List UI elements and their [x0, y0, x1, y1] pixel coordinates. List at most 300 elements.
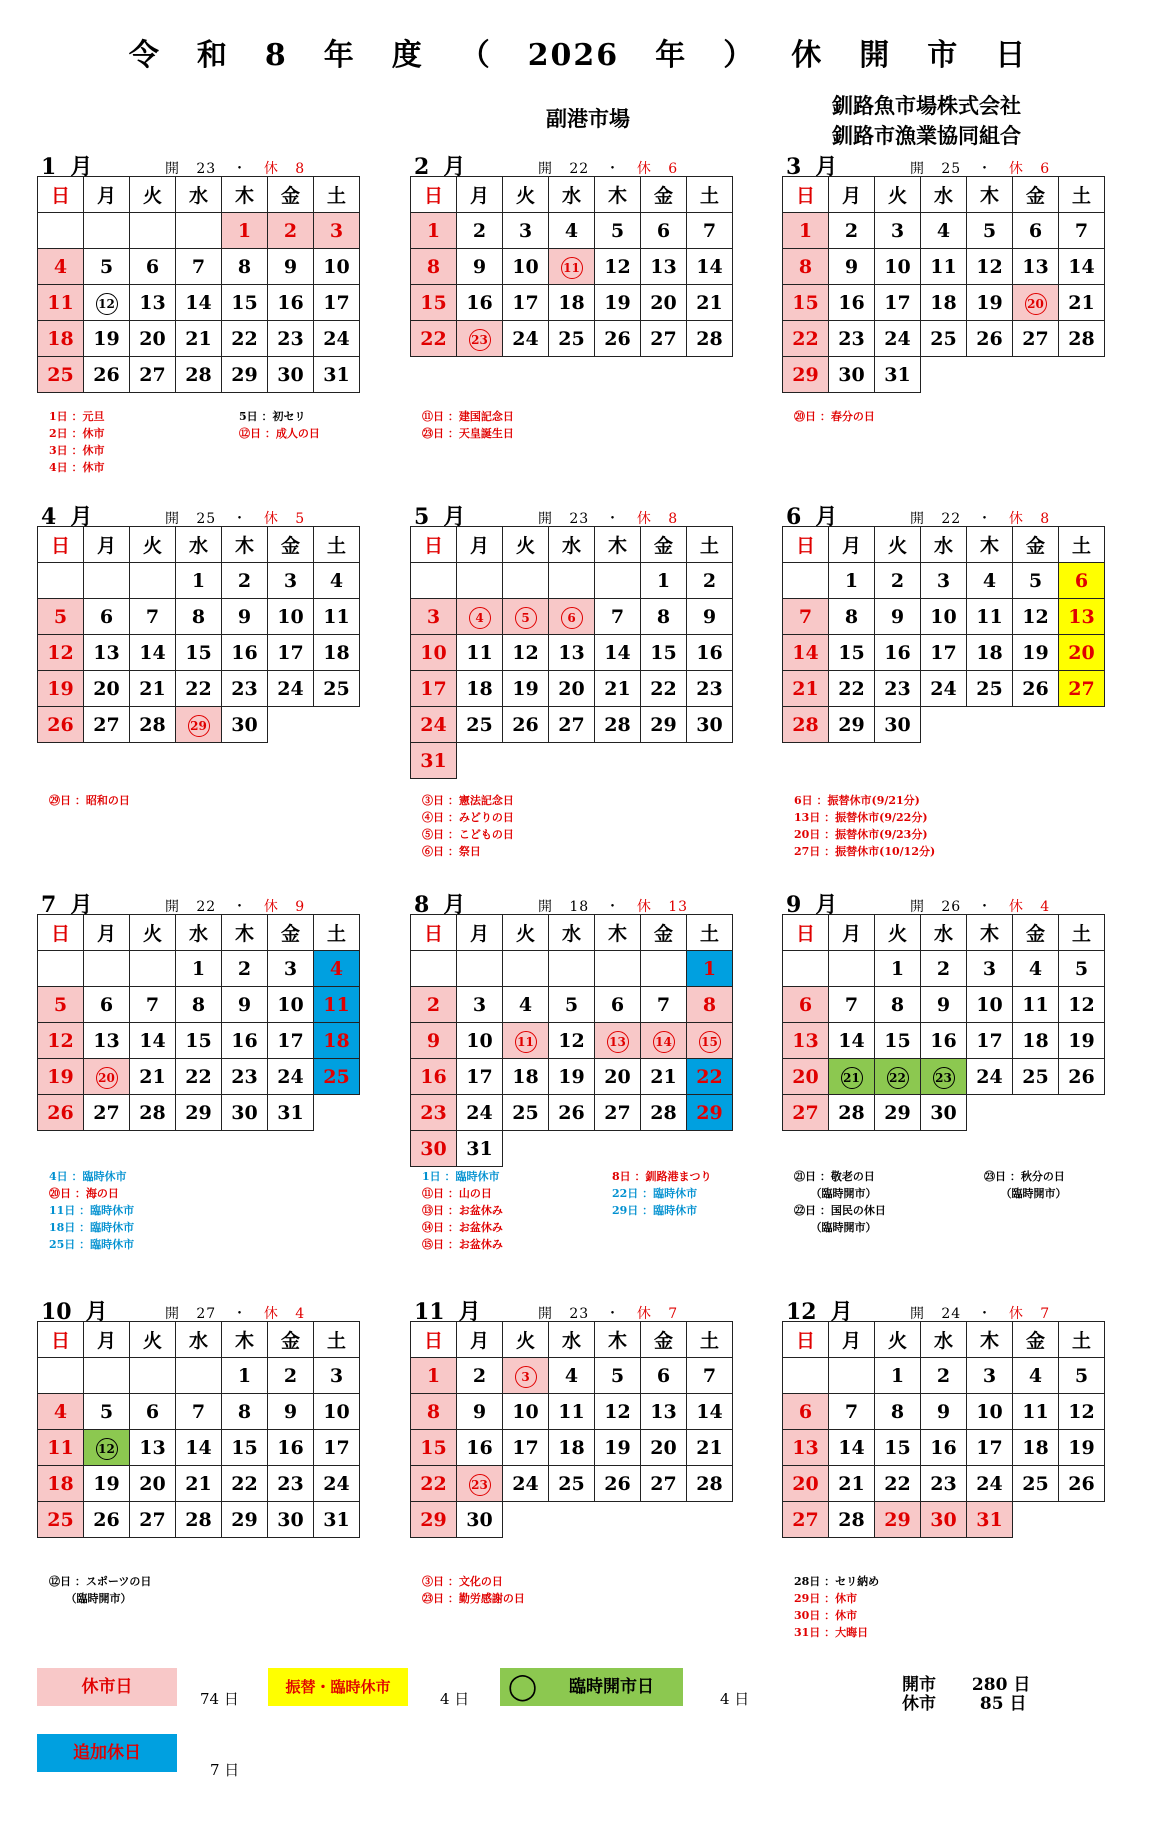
- day-cell: 4: [38, 1394, 84, 1430]
- day-cell: 29: [783, 357, 829, 393]
- open-count: 27: [196, 1306, 217, 1322]
- day-cell: 26: [503, 707, 549, 743]
- month-number: 5: [414, 504, 430, 530]
- day-cell: 2: [921, 1358, 967, 1394]
- day-cell: [84, 1430, 130, 1466]
- weekday-header: 月: [829, 1322, 875, 1358]
- day-cell: 24: [411, 707, 457, 743]
- month-header: [410, 500, 740, 530]
- month-notes: [422, 1168, 503, 1253]
- day-cell: 28: [829, 1502, 875, 1538]
- closed-label: 休: [636, 899, 652, 915]
- weekday-header: 木: [222, 527, 268, 563]
- day-cell: 25: [38, 1502, 84, 1538]
- empty-cell: [503, 563, 549, 599]
- note-line: （臨時開市）: [984, 1187, 1067, 1200]
- day-cell: 4: [921, 213, 967, 249]
- day-cell: 11: [1013, 987, 1059, 1023]
- day-cell: 14: [1059, 249, 1105, 285]
- page-title: [0, 30, 1156, 74]
- open-count: 22: [941, 511, 962, 527]
- day-cell: 23: [829, 321, 875, 357]
- day-cell: 26: [38, 1095, 84, 1131]
- weekday-header: 土: [314, 527, 360, 563]
- day-cell: 15: [411, 285, 457, 321]
- day-cell: 15: [176, 1023, 222, 1059]
- month-label: 月: [70, 154, 93, 180]
- day-cell: 27: [783, 1502, 829, 1538]
- day-cell: 15: [176, 635, 222, 671]
- weekday-header: 金: [268, 1322, 314, 1358]
- day-cell: 30: [268, 357, 314, 393]
- open-label: 開: [910, 1306, 925, 1322]
- day-cell: 22: [411, 1466, 457, 1502]
- day-cell: [921, 1059, 967, 1095]
- month-name: [786, 500, 837, 531]
- month-header: [37, 500, 367, 530]
- month-label: 月: [443, 892, 466, 918]
- day-cell: 29: [875, 1095, 921, 1131]
- day-cell: 30: [222, 707, 268, 743]
- weekday-header: 水: [176, 527, 222, 563]
- legend-extra-swatch: 振替・臨時休市: [268, 1668, 408, 1706]
- summary-closed-label: 休市: [902, 1694, 936, 1714]
- closed-label: 休: [1008, 899, 1024, 915]
- day-cell: 14: [130, 1023, 176, 1059]
- month-notes: [794, 408, 875, 425]
- day-cell: 10: [411, 635, 457, 671]
- day-cell: 22: [687, 1059, 733, 1095]
- month-number: 6: [786, 504, 802, 530]
- weekday-header: 金: [641, 915, 687, 951]
- day-cell: 14: [783, 635, 829, 671]
- weekday-header: 月: [457, 177, 503, 213]
- month-name: [41, 500, 92, 531]
- day-cell: 10: [503, 1394, 549, 1430]
- day-cell: 7: [176, 249, 222, 285]
- month-notes: [49, 1573, 151, 1607]
- summary-open-label: 開市: [902, 1675, 936, 1695]
- title-char: ）: [723, 38, 756, 73]
- calendar-grid: [410, 526, 733, 779]
- calendar-grid: [782, 526, 1105, 743]
- day-cell: 31: [314, 1502, 360, 1538]
- day-cell: 17: [314, 1430, 360, 1466]
- market-name: 副港市場: [546, 106, 630, 131]
- day-cell: 3: [268, 951, 314, 987]
- day-cell: 4: [967, 563, 1013, 599]
- day-cell: 16: [457, 285, 503, 321]
- circled-day: 5: [515, 607, 537, 629]
- day-cell: 26: [84, 1502, 130, 1538]
- day-cell: 28: [641, 1095, 687, 1131]
- closed-label: 休: [263, 511, 279, 527]
- day-cell: 9: [457, 249, 503, 285]
- day-cell: 19: [595, 1430, 641, 1466]
- closed-label: 休: [636, 511, 652, 527]
- month-10: [37, 1295, 367, 1538]
- day-cell: 2: [457, 213, 503, 249]
- day-cell: [549, 599, 595, 635]
- day-cell: 8: [875, 987, 921, 1023]
- note-line: 3日 ：休市: [49, 444, 105, 457]
- day-cell: 10: [967, 1394, 1013, 1430]
- day-cell: 9: [875, 599, 921, 635]
- weekday-header: 火: [875, 527, 921, 563]
- weekday-header: 木: [967, 915, 1013, 951]
- day-cell: [84, 1059, 130, 1095]
- day-cell: 25: [1013, 1466, 1059, 1502]
- day-cell: 18: [503, 1059, 549, 1095]
- open-count: 22: [569, 161, 590, 177]
- month-label: 月: [85, 1299, 108, 1325]
- day-cell: 21: [130, 671, 176, 707]
- month-number: 10: [41, 1299, 72, 1325]
- note-line: ③日 ：憲法記念日: [422, 794, 514, 807]
- open-label: 開: [538, 511, 553, 527]
- day-cell: 17: [967, 1023, 1013, 1059]
- weekday-header: 木: [595, 915, 641, 951]
- legend-holiday-count: 74 日: [200, 1690, 239, 1708]
- weekday-header: 日: [411, 177, 457, 213]
- day-cell: 2: [829, 213, 875, 249]
- month-label: 月: [70, 504, 93, 530]
- day-cell: 21: [783, 671, 829, 707]
- month-3: [782, 150, 1112, 393]
- day-cell: 5: [595, 1358, 641, 1394]
- weekday-header: 土: [687, 177, 733, 213]
- open-count: 23: [196, 161, 217, 177]
- day-cell: 8: [875, 1394, 921, 1430]
- day-cell: 13: [84, 635, 130, 671]
- closed-count: 9: [295, 899, 306, 915]
- empty-cell: [176, 1358, 222, 1394]
- day-cell: 29: [829, 707, 875, 743]
- day-cell: 27: [130, 357, 176, 393]
- day-cell: 8: [222, 1394, 268, 1430]
- month-label: 月: [815, 892, 838, 918]
- circled-day: 15: [699, 1031, 721, 1053]
- circled-day: 20: [96, 1067, 118, 1089]
- day-cell: 26: [1059, 1059, 1105, 1095]
- note-line: ⑭日 ：お盆休み: [422, 1221, 503, 1234]
- day-cell: 11: [967, 599, 1013, 635]
- note-line: 5日 ：初セリ: [239, 410, 306, 423]
- day-cell: [176, 707, 222, 743]
- weekday-header: 火: [130, 915, 176, 951]
- day-cell: 22: [875, 1466, 921, 1502]
- day-cell: 25: [314, 1059, 360, 1095]
- day-cell: 28: [687, 1466, 733, 1502]
- note-line: 1日 ：元旦: [49, 410, 105, 423]
- note-line: （臨時開市）: [794, 1187, 877, 1200]
- day-cell: 6: [1059, 563, 1105, 599]
- month-header: [410, 888, 740, 918]
- day-cell: 2: [921, 951, 967, 987]
- day-cell: 27: [641, 1466, 687, 1502]
- day-cell: 22: [222, 1466, 268, 1502]
- day-cell: 19: [38, 1059, 84, 1095]
- day-cell: 13: [1013, 249, 1059, 285]
- note-line: 6日 ：振替休市(9/21分): [794, 794, 920, 807]
- empty-cell: [84, 951, 130, 987]
- blank: [1059, 1095, 1105, 1131]
- note-line: 27日 ：振替休市(10/12分): [794, 845, 936, 858]
- empty-cell: [595, 951, 641, 987]
- empty-cell: [549, 951, 595, 987]
- month-4: [37, 500, 367, 743]
- empty-cell: [549, 563, 595, 599]
- month-header: [37, 150, 367, 180]
- title-char: 令: [128, 38, 161, 73]
- weekday-header: 月: [829, 527, 875, 563]
- month-7: [37, 888, 367, 1131]
- day-cell: 9: [829, 249, 875, 285]
- legend-holiday-swatch: 休市日: [37, 1668, 177, 1706]
- day-cell: 12: [549, 1023, 595, 1059]
- day-cell: 19: [549, 1059, 595, 1095]
- title-char: （: [459, 38, 492, 73]
- day-cell: 19: [38, 671, 84, 707]
- month-label: 月: [815, 504, 838, 530]
- open-count: 26: [941, 899, 962, 915]
- day-cell: 22: [176, 671, 222, 707]
- day-cell: 20: [783, 1466, 829, 1502]
- month-stats: 開 25 ・ 休 6: [910, 161, 1051, 177]
- day-cell: 13: [549, 635, 595, 671]
- day-cell: 2: [457, 1358, 503, 1394]
- day-cell: 16: [457, 1430, 503, 1466]
- weekday-header: 火: [130, 527, 176, 563]
- summary-open: [902, 1676, 1030, 1695]
- day-cell: 21: [829, 1466, 875, 1502]
- closed-count: 6: [1040, 161, 1051, 177]
- day-cell: 29: [687, 1095, 733, 1131]
- title-char: 日: [995, 38, 1028, 73]
- day-cell: 1: [176, 951, 222, 987]
- closed-count: 13: [668, 899, 689, 915]
- day-cell: 30: [829, 357, 875, 393]
- day-cell: 4: [549, 1358, 595, 1394]
- day-cell: 9: [222, 599, 268, 635]
- day-cell: 17: [875, 285, 921, 321]
- weekday-header: 火: [875, 1322, 921, 1358]
- day-cell: 29: [222, 357, 268, 393]
- month-number: 7: [41, 892, 57, 918]
- month-name: [41, 150, 92, 181]
- open-label: 開: [910, 511, 925, 527]
- day-cell: 15: [829, 635, 875, 671]
- weekday-header: 木: [967, 177, 1013, 213]
- weekday-header: 月: [829, 177, 875, 213]
- weekday-header: 土: [1059, 915, 1105, 951]
- day-cell: 10: [314, 249, 360, 285]
- day-cell: 28: [176, 1502, 222, 1538]
- closed-count: 8: [668, 511, 679, 527]
- weekday-header: 水: [921, 1322, 967, 1358]
- day-cell: 4: [38, 249, 84, 285]
- empty-cell: [783, 1358, 829, 1394]
- day-cell: 21: [176, 321, 222, 357]
- weekday-header: 火: [503, 1322, 549, 1358]
- day-cell: 24: [268, 1059, 314, 1095]
- note-line: （臨時開市）: [794, 1221, 877, 1234]
- circled-day: 11: [561, 257, 583, 279]
- weekday-header: 木: [222, 177, 268, 213]
- day-cell: 21: [641, 1059, 687, 1095]
- day-cell: 17: [411, 671, 457, 707]
- empty-cell: [38, 213, 84, 249]
- day-cell: 6: [84, 987, 130, 1023]
- circled-day: 12: [96, 293, 118, 315]
- day-cell: 13: [783, 1023, 829, 1059]
- closed-label: 休: [263, 161, 279, 177]
- day-cell: 24: [503, 321, 549, 357]
- weekday-header: 日: [38, 915, 84, 951]
- weekday-header: 火: [503, 177, 549, 213]
- closed-count: 7: [1040, 1306, 1051, 1322]
- day-cell: 30: [921, 1095, 967, 1131]
- day-cell: 12: [1059, 1394, 1105, 1430]
- day-cell: 6: [641, 1358, 687, 1394]
- note-line: 1日 ：臨時休市: [422, 1170, 500, 1183]
- day-cell: 27: [549, 707, 595, 743]
- month-label: 月: [70, 892, 93, 918]
- day-cell: 22: [783, 321, 829, 357]
- day-cell: 29: [411, 1502, 457, 1538]
- day-cell: [503, 1023, 549, 1059]
- day-cell: 8: [222, 249, 268, 285]
- day-cell: 8: [829, 599, 875, 635]
- day-cell: 24: [503, 1466, 549, 1502]
- weekday-header: 水: [549, 1322, 595, 1358]
- day-cell: 21: [176, 1466, 222, 1502]
- note-line: 30日 ：休市: [794, 1609, 858, 1622]
- day-cell: 9: [687, 599, 733, 635]
- empty-cell: [457, 951, 503, 987]
- day-cell: 18: [549, 1430, 595, 1466]
- day-cell: 31: [457, 1131, 503, 1167]
- blank: [314, 707, 360, 743]
- weekday-header: 土: [1059, 527, 1105, 563]
- closed-label: 休: [1008, 1306, 1024, 1322]
- day-cell: 4: [503, 987, 549, 1023]
- day-cell: 27: [84, 707, 130, 743]
- day-cell: 1: [411, 1358, 457, 1394]
- day-cell: 10: [875, 249, 921, 285]
- day-cell: 3: [967, 1358, 1013, 1394]
- weekday-header: 日: [783, 527, 829, 563]
- day-cell: 27: [1013, 321, 1059, 357]
- closed-count: 5: [295, 511, 306, 527]
- calendar-grid: [37, 526, 360, 743]
- day-cell: 16: [411, 1059, 457, 1095]
- day-cell: 10: [314, 1394, 360, 1430]
- day-cell: 24: [457, 1095, 503, 1131]
- day-cell: 20: [130, 321, 176, 357]
- note-line: ⑥日 ：祭日: [422, 845, 481, 858]
- month-number: 9: [786, 892, 802, 918]
- empty-cell: [38, 951, 84, 987]
- weekday-header: 日: [38, 177, 84, 213]
- weekday-header: 金: [268, 177, 314, 213]
- circled-day: 14: [653, 1031, 675, 1053]
- blank: [687, 743, 733, 779]
- blank: [967, 357, 1013, 393]
- day-cell: 11: [314, 599, 360, 635]
- day-cell: 22: [829, 671, 875, 707]
- day-cell: 3: [457, 987, 503, 1023]
- day-cell: 9: [268, 1394, 314, 1430]
- day-cell: 31: [411, 743, 457, 779]
- weekday-header: 水: [549, 177, 595, 213]
- month-notes: [612, 1168, 711, 1219]
- day-cell: 7: [130, 599, 176, 635]
- empty-cell: [457, 563, 503, 599]
- day-cell: 21: [595, 671, 641, 707]
- day-cell: 11: [38, 285, 84, 321]
- day-cell: 6: [595, 987, 641, 1023]
- weekday-header: 火: [130, 177, 176, 213]
- day-cell: 23: [411, 1095, 457, 1131]
- day-cell: 27: [641, 321, 687, 357]
- day-cell: 14: [595, 635, 641, 671]
- day-cell: 2: [222, 563, 268, 599]
- empty-cell: [84, 563, 130, 599]
- note-line: 20日 ：振替休市(9/23分): [794, 828, 928, 841]
- circled-day: 29: [188, 715, 210, 737]
- blank: [1059, 357, 1105, 393]
- day-cell: 7: [783, 599, 829, 635]
- circled-day: 11: [515, 1031, 537, 1053]
- empty-cell: [503, 951, 549, 987]
- empty-cell: [641, 951, 687, 987]
- weekday-header: 金: [1013, 527, 1059, 563]
- day-cell: 27: [783, 1095, 829, 1131]
- note-line: 8日 ：釧路港まつり: [612, 1170, 712, 1183]
- day-cell: 2: [222, 951, 268, 987]
- day-cell: 12: [1013, 599, 1059, 635]
- day-cell: 16: [268, 285, 314, 321]
- weekday-header: 火: [503, 915, 549, 951]
- note-line: 4日 ：休市: [49, 461, 105, 474]
- day-cell: 14: [176, 1430, 222, 1466]
- day-cell: 5: [595, 213, 641, 249]
- day-cell: 18: [314, 635, 360, 671]
- day-cell: 25: [38, 357, 84, 393]
- weekday-header: 月: [457, 915, 503, 951]
- day-cell: 21: [1059, 285, 1105, 321]
- day-cell: 18: [967, 635, 1013, 671]
- month-label: 月: [443, 504, 466, 530]
- note-line: ㉓日 ：秋分の日: [984, 1170, 1065, 1183]
- day-cell: 17: [268, 1023, 314, 1059]
- legend-added-count: 7 日: [210, 1761, 240, 1779]
- month-number: 12: [786, 1299, 817, 1325]
- day-cell: 25: [1013, 1059, 1059, 1095]
- day-cell: 5: [84, 249, 130, 285]
- day-cell: [457, 321, 503, 357]
- weekday-header: 月: [457, 527, 503, 563]
- weekday-header: 日: [411, 1322, 457, 1358]
- day-cell: 20: [130, 1466, 176, 1502]
- circled-day: 23: [933, 1067, 955, 1089]
- day-cell: 21: [687, 1430, 733, 1466]
- month-header: [37, 1295, 367, 1325]
- day-cell: 7: [641, 987, 687, 1023]
- day-cell: 31: [314, 357, 360, 393]
- day-cell: 7: [176, 1394, 222, 1430]
